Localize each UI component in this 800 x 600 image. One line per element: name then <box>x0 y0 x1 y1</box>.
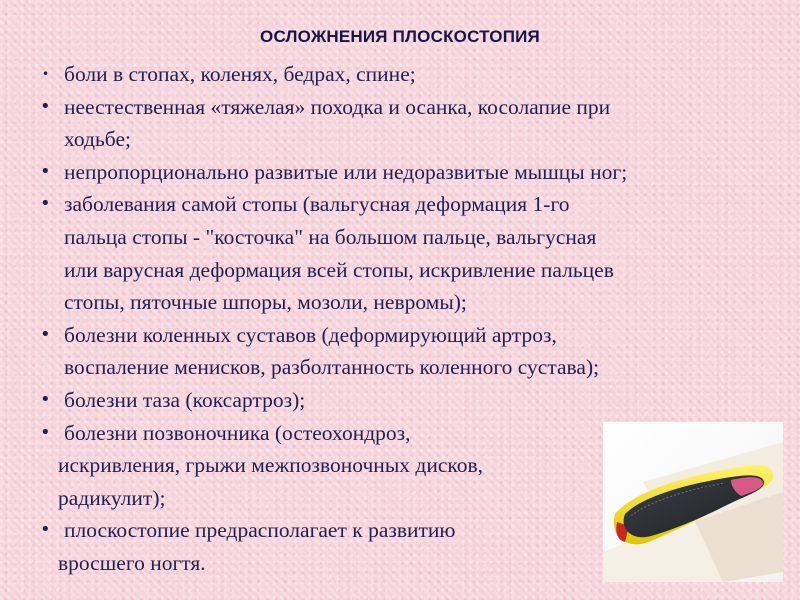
list-item-text: искривления, грыжи межпозвоночных дисков, <box>58 453 484 478</box>
list-item-text: или варусная деформация всей стопы, искривление пальцев <box>64 257 614 282</box>
list-item-text: пальца стопы - "косточка" на большом пальце, вальгусная <box>64 224 597 249</box>
bullet-icon: • <box>40 193 51 215</box>
insole-illustration <box>603 422 783 582</box>
bullet-icon: • <box>40 323 51 345</box>
list-item-text: заболевания самой стопы (вальгусная деформация 1-го <box>64 192 570 217</box>
orthopedic-insole-photo <box>603 422 783 582</box>
list-item-text: болезни коленных суставов (деформирующий артроз, <box>64 322 557 347</box>
slide-title: ОСЛОЖНЕНИЯ ПЛОСКОСТОПИЯ <box>260 27 540 46</box>
list-item-text: болезни позвоночника (остеохондроз, <box>64 420 411 445</box>
list-item-text: плоскостопие предрасполагает к развитию <box>64 518 456 543</box>
list-item-text: непропорционально развитые или недоразвитые мышцы ног; <box>64 159 628 184</box>
list-item-text: радикулит); <box>58 485 166 510</box>
bullet-icon: • <box>40 421 51 443</box>
list-item-text: вросшего ногтя. <box>58 550 206 575</box>
list-item <box>34 384 794 417</box>
list-item-text: ходьбе; <box>64 127 131 152</box>
list-item <box>34 188 794 318</box>
list-item <box>34 156 794 189</box>
bullet-icon: • <box>40 160 51 182</box>
list-item-text: боли в стопах, коленях, бедрах, спине; <box>64 62 416 86</box>
list-item <box>34 319 794 384</box>
list-item <box>34 58 794 91</box>
list-item-text: воспаление менисков, разболтанность коленного сустава); <box>64 355 600 380</box>
list-item <box>34 91 794 156</box>
list-item-text: неестественная «тяжелая» походка и осанка, косолапие при <box>64 94 611 119</box>
bullet-icon: • <box>40 95 51 117</box>
list-item-text: стопы, пяточные шпоры, мозоли, невромы); <box>64 290 467 315</box>
bullet-icon: • <box>40 519 51 541</box>
list-item-text: болезни таза (коксартроз); <box>64 387 306 412</box>
bullet-icon: • <box>40 388 51 410</box>
bullet-icon: • <box>42 67 50 81</box>
